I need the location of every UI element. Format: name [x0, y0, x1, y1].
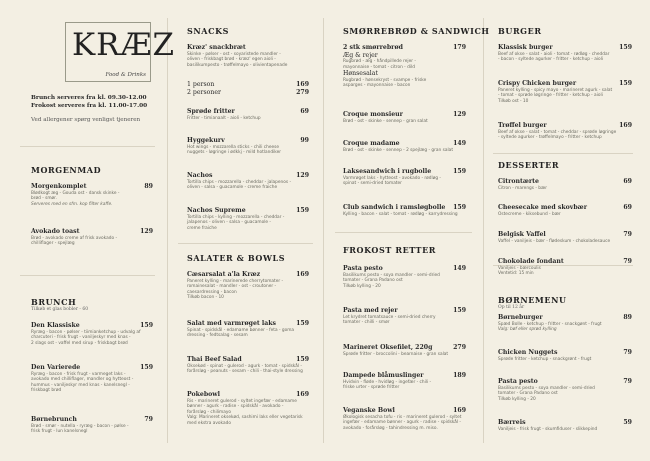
- section-title-morgenmad: MORGENMAD: [31, 165, 102, 175]
- item-description: Rugbrød - æg - håndpillede rejer -: [343, 59, 416, 64]
- item-name: Crispy Chicken burger: [498, 80, 577, 87]
- item-name: Chokolade fondant: [498, 258, 564, 265]
- column-divider: [323, 18, 324, 443]
- logo-tagline: Food & Drinks: [105, 72, 146, 78]
- item-description: nuggets - løgringe i ødkkj - mild hotlandiker: [187, 150, 282, 155]
- section-divider: [335, 232, 472, 233]
- item-name: Æg & rejer: [343, 51, 378, 59]
- item-price: 129: [296, 172, 309, 179]
- item-name: Dampede blåmuslinger: [343, 372, 424, 379]
- item-description: Hot wings - mozzarella sticks - chili cheese: [187, 144, 280, 150]
- item-note: Valg: bøf eller sprød kylling: [498, 327, 557, 332]
- item-name: Den Klassiske: [31, 322, 80, 329]
- item-description: spinat - semi-dried tomater: [343, 181, 402, 186]
- item-description: dressing - fedtsalag - sesam: [187, 333, 248, 338]
- item-description: creme fraiche: [187, 225, 217, 231]
- item-price: 279: [296, 88, 309, 96]
- menu-item: [498, 314, 632, 333]
- menu-item: [343, 168, 466, 187]
- item-description: jalapenos - oliven - salsa - guacamole -: [187, 220, 271, 225]
- item-description: Sprøde fritter - broccolini - bearnaise - gran salat: [343, 351, 449, 357]
- item-name: Cæsarsalat a'la Kræz: [187, 271, 261, 278]
- item-description: Vaniljeis - bærcoulis: [498, 265, 541, 271]
- item-description: romainesalat - mandler - ost - croutoner -: [187, 284, 277, 289]
- item-description: forårsløg - chilimayo: [187, 409, 232, 415]
- item-description: Brød - ost - skinke - sennep - gran salat: [343, 118, 428, 124]
- menu-item: [187, 137, 309, 156]
- menu-item: [498, 419, 632, 432]
- brunch-hours: Brunch serveres fra kl. 09.30-12.00: [31, 95, 147, 101]
- item-description: Ryræg - bacon - frisk frugt - varmeget laks -: [31, 371, 126, 377]
- item-price: 159: [619, 44, 632, 51]
- item-price: 159: [296, 356, 309, 363]
- item-price: 149: [453, 140, 466, 147]
- item-description: Sprøde fritter - ketchup - snackgrønt - frugt: [498, 356, 592, 362]
- menu-item: [31, 183, 153, 207]
- item-price: 169: [453, 407, 466, 414]
- menu-item: [187, 207, 309, 231]
- item-note: Tilkøb kylling - 20: [343, 283, 381, 289]
- item-name: Sprøde fritter: [187, 108, 235, 115]
- menu-item: [343, 44, 466, 89]
- item-name: Chicken Nuggets: [498, 349, 558, 356]
- section-divider: [20, 146, 155, 147]
- item-price: 59: [623, 419, 632, 426]
- menu-item: [498, 44, 632, 63]
- item-name: Veganske Bowl: [343, 407, 395, 414]
- item-description: Tortilla chips - kylling - mozzarella - cheddar -: [187, 214, 285, 220]
- item-price: 179: [453, 44, 466, 51]
- item-description: frisk frugt - lun kanelsnegl: [31, 429, 88, 434]
- item-price: 149: [453, 265, 466, 272]
- menu-item: [343, 111, 466, 124]
- section-title-brunch: BRUNCH: [31, 297, 77, 307]
- item-name: Belgisk Vaffel: [498, 231, 546, 238]
- item-price: 129: [140, 228, 153, 235]
- item-price: 69: [623, 178, 632, 185]
- logo-wordmark: KRÆZ: [72, 27, 176, 63]
- item-description: Paneret kylling - spicy mayo - marineret agurk - salat: [498, 87, 613, 93]
- item-name: Pasta med rejer: [343, 307, 398, 314]
- item-description: Basilikums pesto - soya mandler - semi-dried: [498, 385, 595, 391]
- item-name: Avokado toast: [31, 228, 80, 235]
- item-price: 69: [300, 108, 309, 115]
- menu-item: [187, 172, 309, 191]
- item-price: 189: [453, 372, 466, 379]
- item-name: Thai Beef Salad: [187, 356, 242, 363]
- menu-item: [498, 80, 632, 104]
- section-title-frokost: FROKOST RETTER: [343, 245, 437, 255]
- item-description: Ostecreme - kiksebund - bær: [498, 211, 561, 217]
- column-divider: [167, 18, 168, 443]
- item-name: Kræz' snackbræt: [187, 44, 246, 51]
- item-name: Croque madame: [343, 140, 400, 147]
- item-description: tomater - Grana Padano ost: [343, 278, 403, 283]
- item-price: 69: [623, 204, 632, 211]
- item-description: Ris - marineret gulerod - syltet ingefær - edamame: [187, 398, 297, 404]
- section-divider: [20, 275, 155, 276]
- menu-item: [31, 322, 153, 346]
- item-price: 89: [623, 314, 632, 321]
- item-name: Klassisk burger: [498, 44, 553, 51]
- menu-item: [498, 122, 632, 141]
- item-description: forårsløg - peanuts - sesam - chili - thai-style dressing: [187, 369, 303, 374]
- item-description: mayonnaise - tomat - citron - dild: [343, 64, 415, 70]
- section-subtitle: Tilkøb et glas bobler - 60: [31, 307, 89, 312]
- item-description: Rugbrød - hønsekryst - svampe - friske: [343, 77, 427, 83]
- item-name: Citrontærte: [498, 178, 539, 185]
- item-description: Skinke - pølser - ost - soyaristede mandler -: [187, 51, 281, 57]
- menu-item: [498, 349, 632, 362]
- item-description: Varmrøget laks - hytteost - avokado - rødløg -: [343, 175, 441, 181]
- menu-item: [343, 307, 466, 326]
- item-description: Blødkogt æg - Gouda ost - dansk skinke -: [31, 190, 120, 196]
- item-price: 169: [296, 81, 309, 88]
- item-name: 1 person: [187, 81, 215, 88]
- item-description: Basilikums pesto - soya mandler - semi-dried: [343, 272, 440, 278]
- item-description: ingefær - edamame bønner - agurk - radise - spidskål -: [343, 420, 461, 425]
- item-description: Citron - marengs - bær: [498, 185, 548, 191]
- menu-item: [187, 81, 309, 96]
- section-title-bornemenu: BØRNEMENU: [498, 295, 567, 305]
- section-title-snacks: SNACKS: [187, 26, 229, 36]
- item-description: Brød - smør - nutella - ryræg - bacon - pølse -: [31, 423, 129, 429]
- item-description: - bacon - syltede agurker - fritter - ketchup - aioli: [498, 57, 604, 62]
- item-note: Valg: Marineret oksekød, sashimi laks eller vegetarisk med ekstra avokado: [187, 415, 303, 426]
- section-title-desserter: DESSERTER: [498, 160, 560, 170]
- menu-item: [343, 344, 466, 357]
- item-description: Vaniljeis - frisk frugt - skumfiduser - slikkepind: [498, 426, 598, 432]
- section-title-burger: BURGER: [498, 26, 542, 36]
- menu-item: [31, 416, 153, 435]
- item-description: hummus - vaniljeskyr med knas - kanelsnegl -: [31, 382, 130, 388]
- item-name: Den Varierede: [31, 364, 81, 371]
- item-name: Børnebrunch: [31, 416, 77, 423]
- item-price: 159: [140, 322, 153, 329]
- item-description: Brød - ost - skinke - sennep - 2 spejlæg - gran salat: [343, 147, 454, 153]
- item-name: Nachos: [187, 172, 213, 179]
- item-name: Bærreis: [498, 419, 526, 426]
- item-description: Ryræg - bacon - pølser - tiimianketchup - udvalg af: [31, 329, 141, 335]
- item-price: 169: [296, 391, 309, 398]
- item-price: 159: [619, 80, 632, 87]
- item-price: 169: [619, 122, 632, 129]
- menu-item: [187, 108, 309, 121]
- menu-item: [498, 178, 632, 191]
- frokost-hours: Frokost serveres fra kl. 11.00-17.00: [31, 103, 148, 109]
- item-note: Tilkøb ost - 10: [498, 98, 529, 104]
- item-description: avokado - forårsløg - tahindressing m. miso.: [343, 425, 438, 431]
- item-description: 2 slags ost - vaffel med sirup - friskbagt brød: [31, 340, 128, 346]
- menu-item: [498, 231, 632, 244]
- item-note: Serveres med en sfm. kop filter kaffe.: [31, 201, 113, 207]
- menu-item: [343, 265, 466, 289]
- item-description: oliven - salsa - guacamole - creme fraiche: [187, 185, 278, 190]
- menu-item: [187, 320, 309, 339]
- item-price: 159: [296, 320, 309, 327]
- item-description: asparges - mayonnaise - bacon: [343, 83, 411, 88]
- menu-item: [187, 271, 309, 301]
- item-name: Salat med varmrøget laks: [187, 320, 277, 327]
- column-divider: [483, 18, 484, 443]
- section-divider: [178, 243, 313, 244]
- item-description: Beef af oksе - salat - aioli - tomat - rødløg - cheddar: [498, 51, 610, 57]
- section-title-salater: SALATER & BOWLS: [187, 253, 286, 263]
- item-name: Hønsesalat: [343, 70, 378, 77]
- item-description: avokado med chilliflager, mandler og hytteost -: [31, 377, 134, 382]
- item-name: Laksesandwich i rugbolle: [343, 168, 432, 175]
- menu-item: [31, 364, 153, 394]
- item-price: 79: [623, 378, 632, 385]
- item-note: Tilkøb bacon - 10: [187, 295, 224, 300]
- menu-item: [187, 391, 309, 426]
- item-description: charcuteri - frisk frugt - vaniljeskyr med knas -: [31, 335, 131, 340]
- item-description: friskbagt brød: [31, 388, 62, 393]
- item-description: Vaffel - vaniljeis - bær - flødeskum - chokoladesauce: [498, 238, 611, 244]
- item-name: Nachos Supreme: [187, 207, 246, 214]
- menu-item: [498, 258, 632, 277]
- item-description: Oksekød - spinat - gulerod - agurk - tomat - spidskål -: [187, 363, 302, 369]
- item-price: 159: [453, 307, 466, 314]
- item-description: Brød - avokado creme af frisk avokado -: [31, 235, 118, 241]
- item-price: 79: [623, 231, 632, 238]
- item-price: 159: [296, 207, 309, 214]
- item-price: 79: [623, 349, 632, 356]
- item-name: Club sandwich i ramsløgbolle: [343, 204, 446, 211]
- menu-item: [343, 407, 466, 431]
- item-description: Tortilla chips - mozzarella - cheddar - jalapenos -: [187, 179, 292, 185]
- menu-item: [498, 204, 632, 217]
- item-description: Kylling - bacon - salat - tomat - rødløg - karrydressing: [343, 211, 458, 217]
- item-description: Fritter - timianaalt - aioli - ketchup: [187, 115, 261, 121]
- item-description: bønner - agurk - radise - spidskål - avokado -: [187, 404, 284, 409]
- section-title-smorrebrod: SMØRREBRØD & SANDWICH: [343, 26, 490, 36]
- item-description: basilikumpesto - trøffelmayo - olivientapenade: [187, 62, 288, 68]
- item-description: oliven - friskbagt brød - kræz' egen aioli -: [187, 57, 276, 62]
- menu-item: [343, 140, 466, 153]
- menu-item: [31, 228, 153, 247]
- item-description: - syltede agurker - trøffelmayo - fritter - ketchup: [498, 135, 602, 140]
- item-name: 2 personer: [187, 88, 221, 96]
- item-name: Hyggekurv: [187, 137, 225, 144]
- item-name: Morgenkomplet: [31, 183, 87, 190]
- item-description: Hvidvin - fløde - hvidløg - ingefær - chili -: [343, 379, 432, 385]
- restaurant-logo: [65, 22, 176, 82]
- item-description: Økologisk sesacha tofu - ris - marineret gulerod - syltet: [343, 414, 462, 420]
- item-price: 159: [140, 364, 153, 371]
- item-description: Let krydret tomatsauce - semi-dried cherry: [343, 314, 436, 320]
- item-price: 99: [300, 137, 309, 144]
- menu-item: [187, 44, 309, 68]
- item-note: Ventetid: 15 min: [498, 271, 534, 276]
- item-price: 159: [453, 168, 466, 175]
- item-note: Tilkøb kylling - 20: [498, 396, 536, 402]
- item-name: Croque monsieur: [343, 111, 403, 118]
- item-name: Pokebowl: [187, 391, 220, 398]
- item-name: 2 stk smørrebrød: [343, 44, 403, 51]
- item-description: Spinat - spidskål - edamame bønner - feta - goma: [187, 327, 295, 333]
- item-price: 89: [144, 183, 153, 190]
- item-description: tomater - Grana Padano ost: [498, 391, 558, 396]
- item-description: chilliflager - spejlæg: [31, 241, 75, 246]
- item-description: - tomat - sprøde løgringe - fritter - ketchup - aioli: [498, 93, 603, 98]
- item-description: brød - smør.: [31, 196, 57, 201]
- item-price: 129: [453, 111, 466, 118]
- menu-item: [343, 204, 466, 217]
- item-description: caesardressing - bacon: [187, 289, 237, 295]
- menu-item: [343, 372, 466, 391]
- item-description: Spæd Bolle - ketchup - fritter - snackgønt - frugt: [498, 321, 602, 327]
- item-price: 79: [623, 258, 632, 265]
- item-price: 279: [453, 344, 466, 351]
- item-description: Paneret kylling - marinerede cherrytomater -: [187, 278, 284, 284]
- menu-item: [498, 378, 632, 402]
- item-name: Trøffel burger: [498, 122, 547, 129]
- item-description: Beef af okse - salat - tomat - cheddar - sprøde løgringe: [498, 129, 617, 135]
- item-price: 79: [144, 416, 153, 423]
- allergy-note: Ved allergener spørg venligst tjeneren: [31, 117, 141, 123]
- item-name: Cheesecake med skovbær: [498, 204, 587, 211]
- section-subtitle: Op til 12 år: [498, 305, 525, 310]
- item-description: tomater - chilli - smør: [343, 320, 390, 325]
- item-price: 169: [296, 271, 309, 278]
- item-name: Pasta pesto: [343, 265, 383, 272]
- section-divider: [493, 153, 633, 154]
- item-description: friske urter - sprøde fritter: [343, 385, 400, 390]
- item-name: Børneburger: [498, 314, 543, 321]
- menu-item: [187, 356, 309, 375]
- item-name: Pasta pesto: [498, 378, 538, 385]
- item-name: Marineret Oksefilet, 220g: [343, 344, 433, 351]
- item-price: 159: [453, 204, 466, 211]
